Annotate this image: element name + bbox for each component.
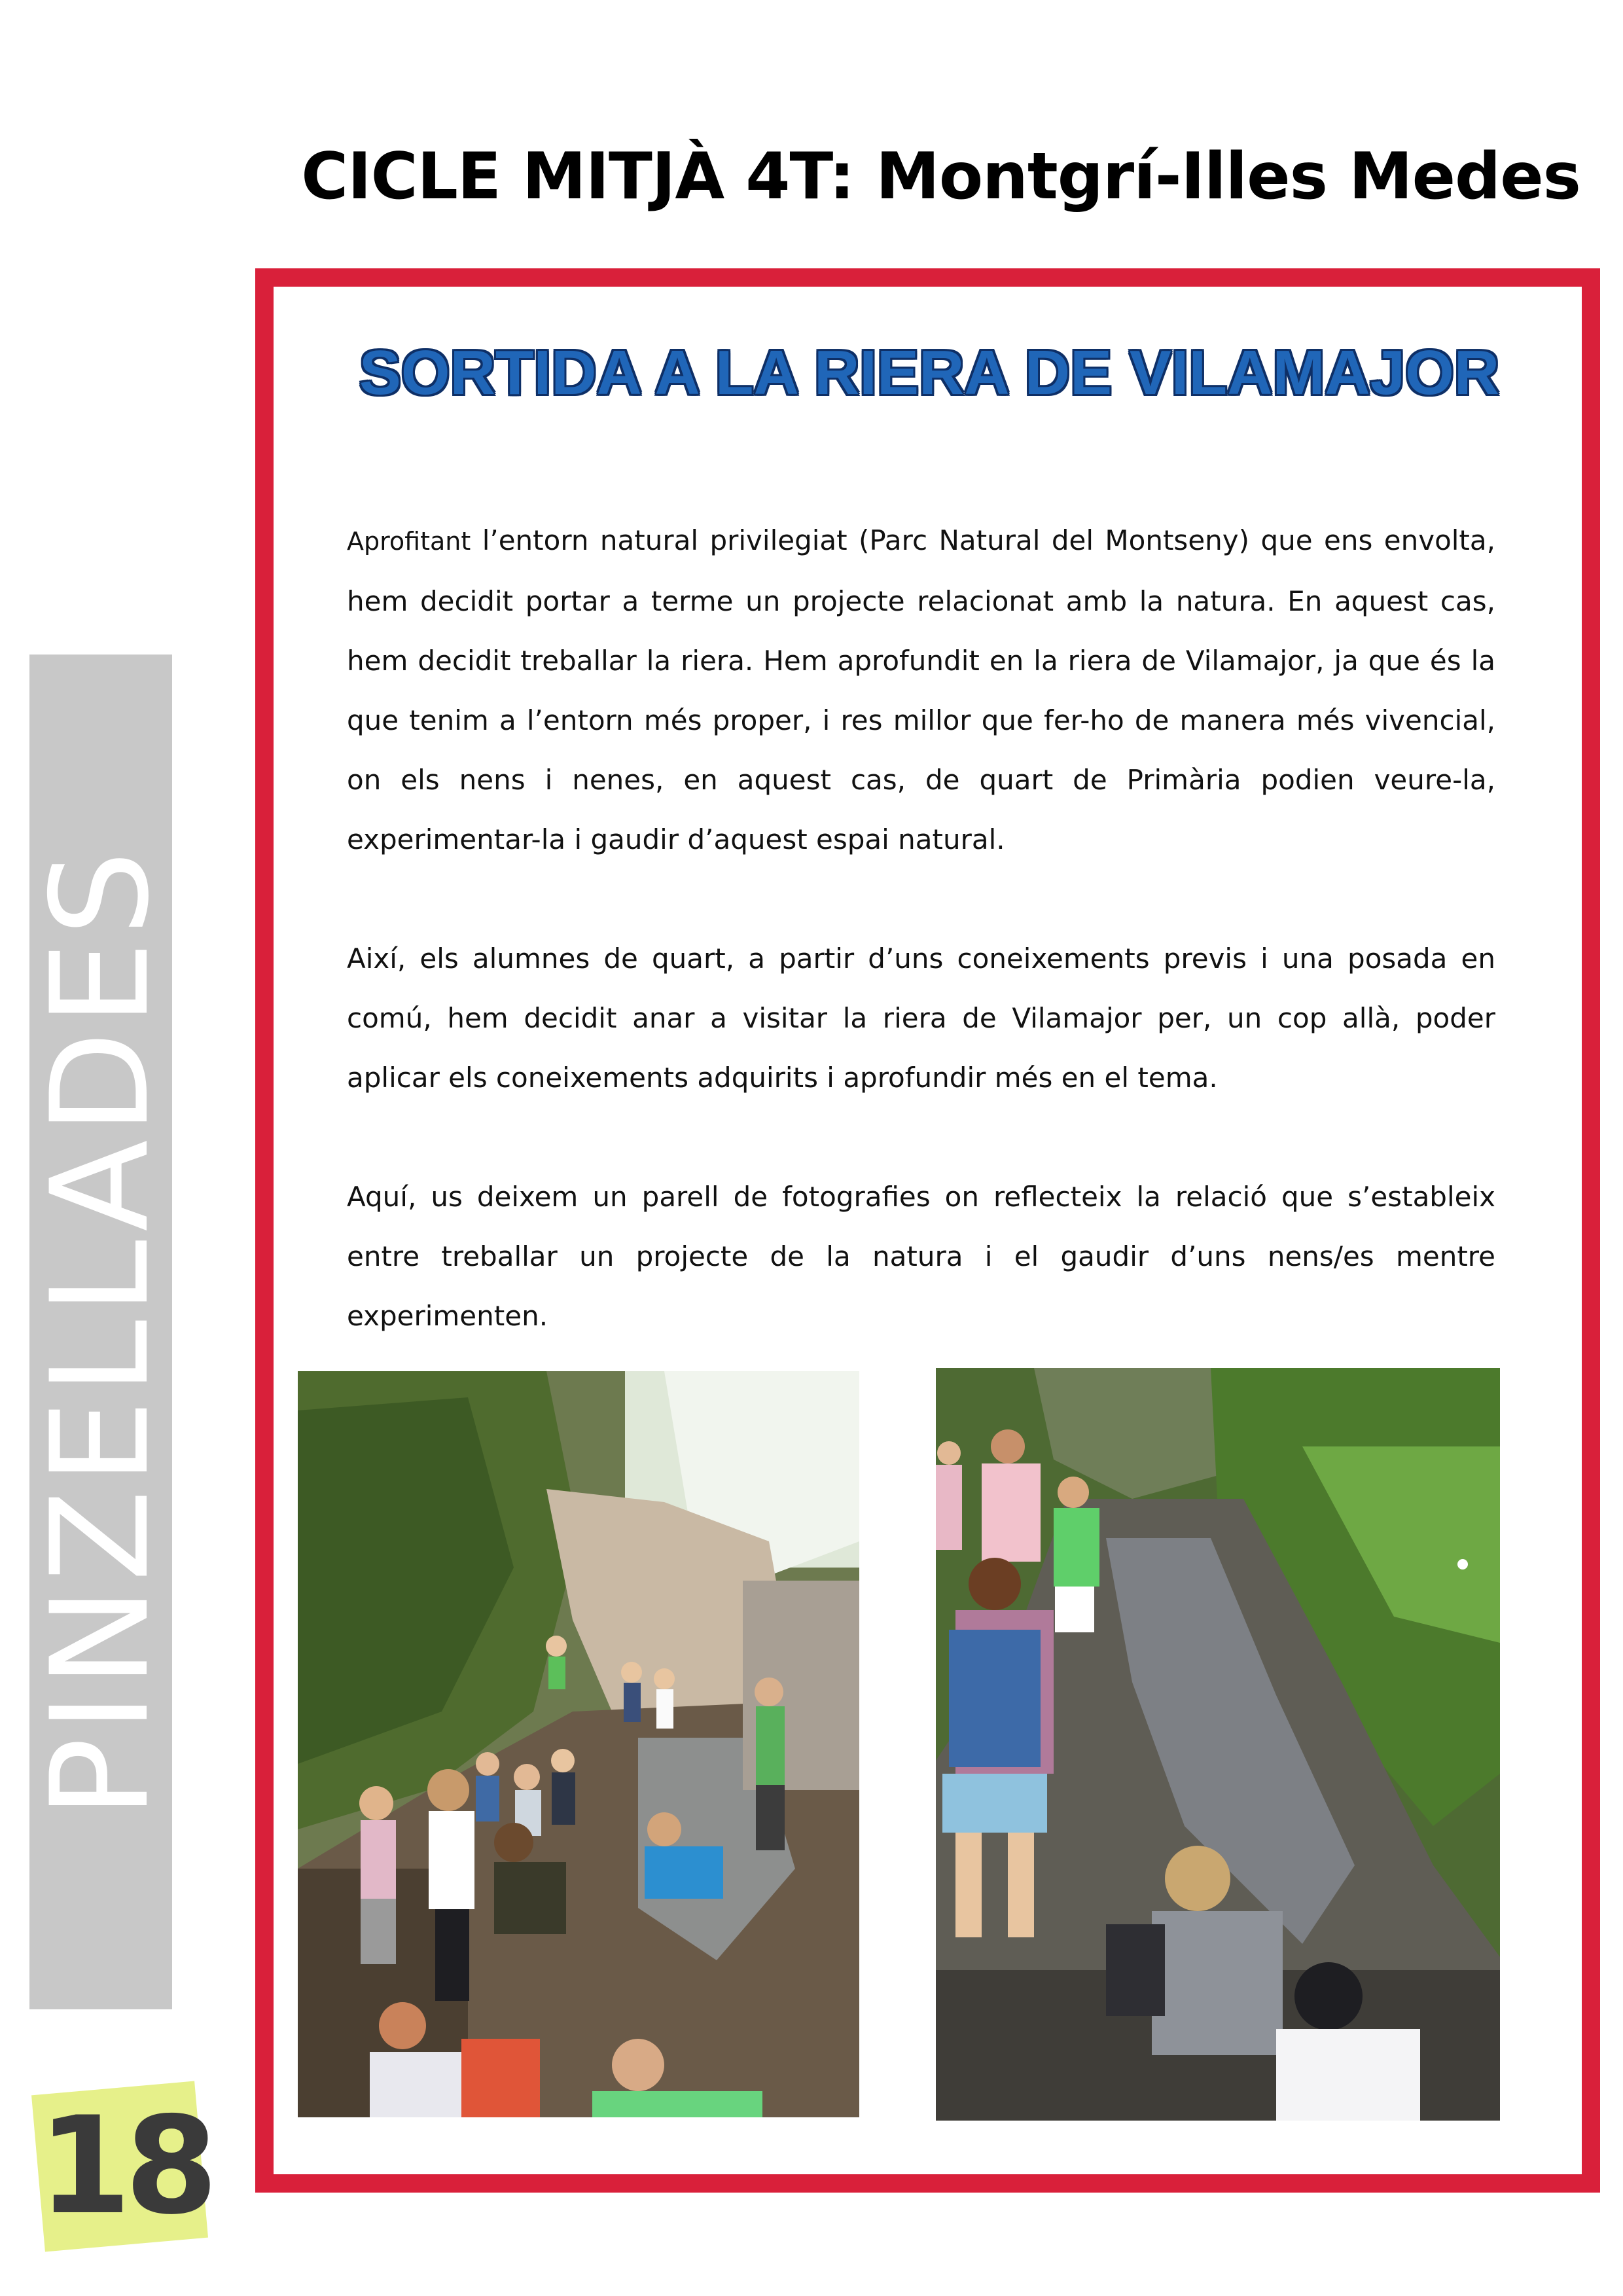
paragraph-lead: Aprofitant xyxy=(347,527,471,556)
paragraph-2 xyxy=(347,929,1495,1107)
photo-children-at-stream-path xyxy=(298,1371,859,2117)
paragraph-text: Aquí, us deixem un parell de fotografies on reflecteix la relació que s’estableix entre treballar un projecte de la natura i el gaudir d’uns nens/es mentre experimenten. xyxy=(347,1181,1495,1332)
article-body xyxy=(347,511,1495,1405)
photo-children-exploring-stream xyxy=(936,1368,1500,2121)
paragraph-3 xyxy=(347,1167,1495,1346)
magazine-name: PINZELLADES xyxy=(23,845,179,1819)
section-title: CICLE MITJÀ 4T: Montgrí-Illes Medes xyxy=(301,139,1580,214)
paragraph-1 xyxy=(347,511,1495,869)
page-number: 18 xyxy=(38,2089,212,2244)
article-title: SORTIDA A LA RIERA DE VILAMAJOR xyxy=(359,338,1500,408)
paragraph-text: Així, els alumnes de quart, a partir d’uns coneixements previs i una posada en comú, hem decidit anar a visitar la riera de Vilamajor per, un cop allà, poder aplicar els coneixements adquirits i aprofundir més en el tema. xyxy=(347,942,1495,1094)
paragraph-text: l’entorn natural privilegiat (Parc Natural del Montseny) que ens envolta, hem decidit portar a terme un projecte relacionat amb la natura. En aquest cas, hem decidit treballar la riera. Hem aprofundit en la riera de Vilamajor, ja que és la que tenim a l’entorn més proper, i res millor que fer-ho de manera més vivencial, on els nens i nenes, en aquest cas, de quart de Primària podien veure-la, experimentar-la i gaudir d’aquest espai natural. xyxy=(347,524,1495,855)
